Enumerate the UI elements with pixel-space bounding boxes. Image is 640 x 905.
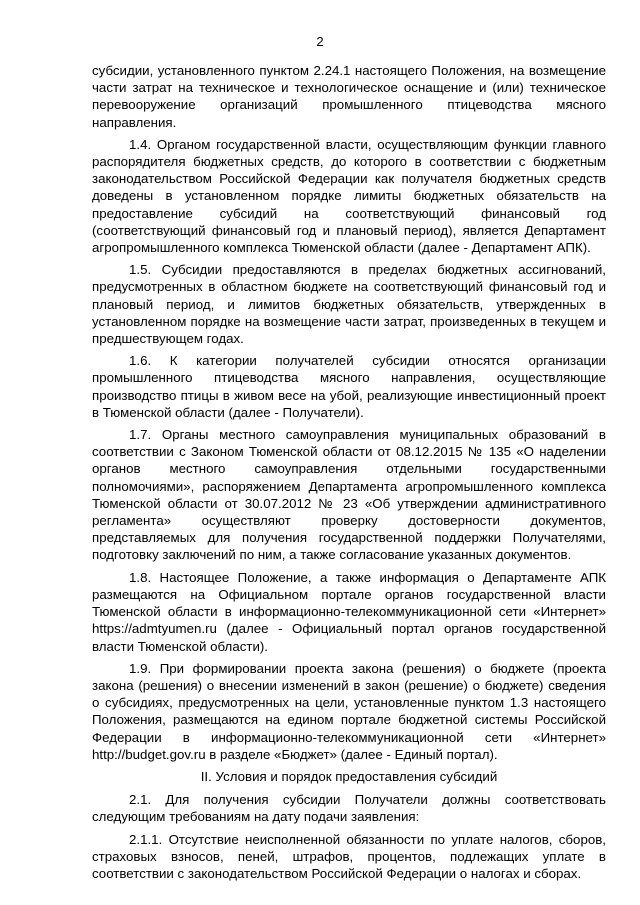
paragraph-1-6: 1.6. К категории получателей субсидии относятся организации промышленного птицеводства мясного направления, осуществляющие производство птицы в живом весе на убой, реализующие инвестиционный проект в Тюменской области (далее - Получатели). [92, 353, 606, 420]
section-heading: II. Условия и порядок предоставления субсидий [200, 768, 498, 784]
paragraph-1-5: 1.5. Субсидии предоставляются в пределах бюджетных ассигнований, предусмотренных в областном бюджете на соответствующий финансовый год и плановый период, и лимитов бюджетных обязательств, утвержденных в установленном порядке на возмещение части затрат, произведенных в текущем и предшествующем годах. [92, 262, 606, 347]
paragraph-1-8: 1.8. Настоящее Положение, а также информация о Департаменте АПК размещаются на Официальном портале органов государственной власти Тюменской области в информационно-телекоммуникационной сети «Интернет» https://admtyumen.ru (далее - Официальный портал органов государственной власти Тюменской области). [92, 569, 606, 654]
paragraph-1-9: 1.9. При формировании проекта закона (решения) о бюджете (проекта закона (решения) о внесении изменений в закон (решение) о бюджете) сведения о субсидиях, предусмотренных на цели, установленные пунктом 1.3 настоящего Положения, размещаются на едином портале бюджетной системы Российской Федерации в информационно-телекоммуникационной сети «Интернет» http://budget.gov.ru в разделе «Бюджет» (далее - Единый портал). [92, 660, 606, 762]
paragraph-2-1-1: 2.1.1. Отсутствие неисполненной обязанности по уплате налогов, сборов, страховых взносов, пеней, штрафов, процентов, подлежащих уплате в соответствии с законодательством Российской Федерации о налогах и сборах. [92, 831, 606, 881]
document-body [92, 62, 606, 887]
paragraph-2-1: 2.1. Для получения субсидии Получатели должны соответствовать следующим требованиям на дату подачи заявления: [92, 792, 606, 825]
paragraph-1-7: 1.7. Органы местного самоуправления муниципальных образований в соответствии с Законом Тюменской области от 08.12.2015 № 135 «О наделении органов местного самоуправления отдельными государственными полномочиями», распоряжением Департамента агропромышленного комплекса Тюменской области от 30.07.2012 № 23 «Об утверждении административного регламента» осуществляют проверку достоверности документов, представляемых для получения государственной поддержки Получателями, подготовку заключений по ним, а также согласование указанных документов. [92, 427, 606, 563]
paragraph-1-4: 1.4. Органом государственной власти, осуществляющим функции главного распорядителя бюджетных средств, до которого в соответствии с бюджетным законодательством Российской Федерации как получателя бюджетных средств доведены в установленном порядке лимиты бюджетных обязательств на предоставление субсидий на соответствующий финансовый год (соответствующий финансовый год и плановый период), является Департамент агропромышленного комплекса Тюменской области (далее - Департамент АПК). [92, 136, 606, 256]
page-number: 2 [316, 34, 324, 49]
paragraph-continuation: субсидии, установленного пунктом 2.24.1 настоящего Положения, на возмещение части затрат на техническое и технологическое оснащение и (или) техническое перевооружение организаций промышленного птицеводства мясного направления. [92, 63, 606, 130]
